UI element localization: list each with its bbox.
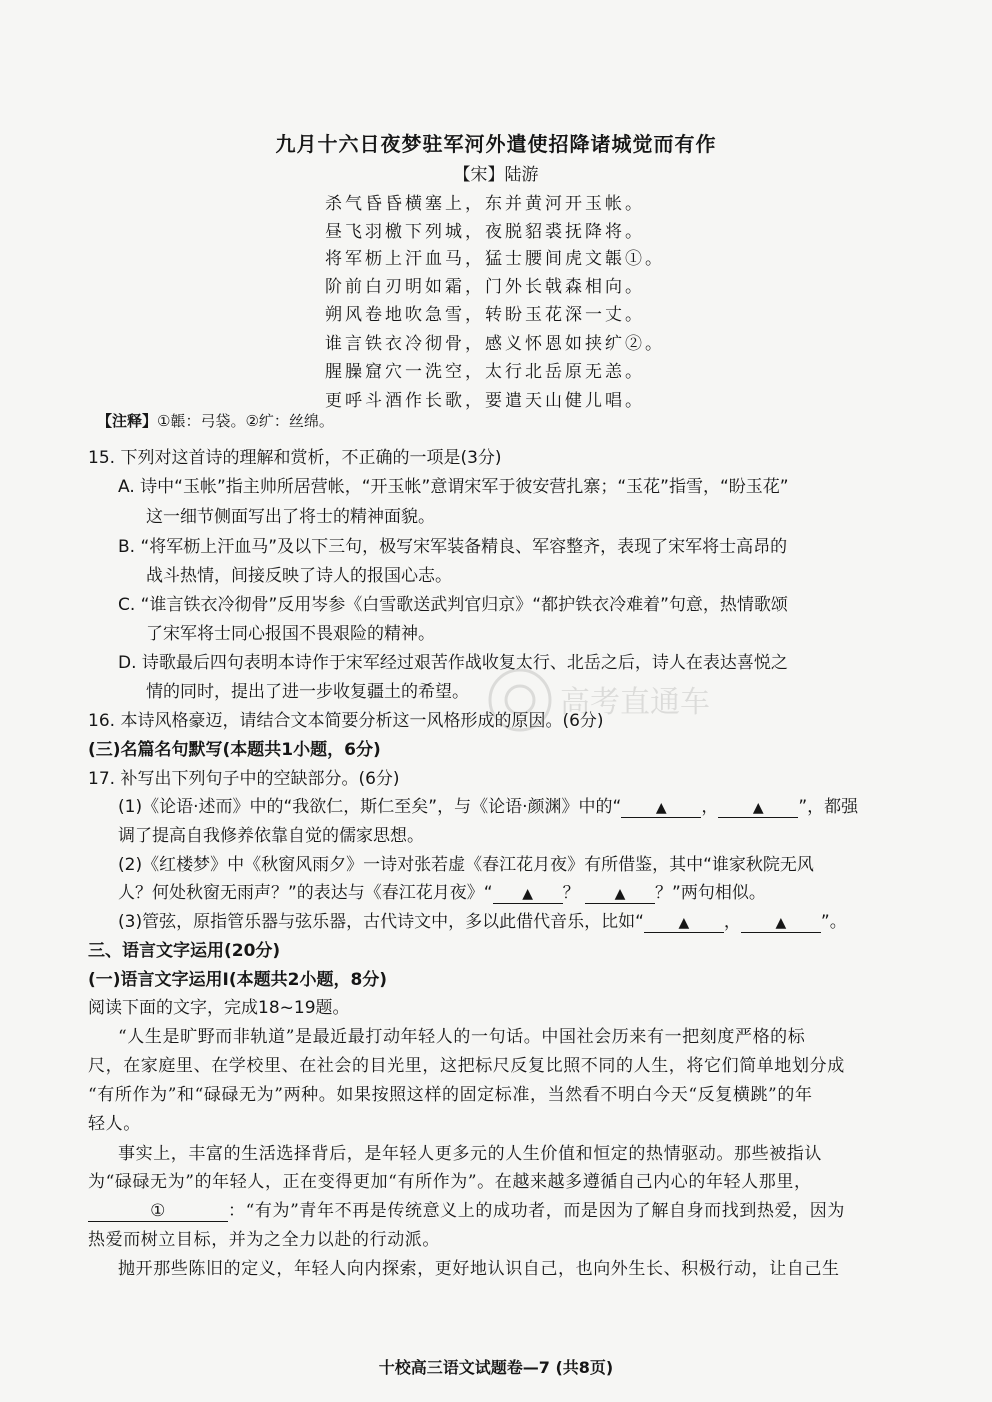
poem-line: 昼飞羽檄下列城，夜脱貂裘抚降将。 — [325, 222, 645, 242]
q15-stem: 15. 下列对这首诗的理解和赏析，不正确的一项是(3分) — [88, 448, 502, 468]
triangle-icon: ▲ — [522, 886, 534, 902]
q17-item-3 — [118, 907, 847, 933]
answer-blank[interactable] — [741, 912, 821, 933]
poem-line: 更呼斗酒作长歌，要遣天山健儿唱。 — [325, 391, 645, 411]
q17-item-2-cont — [118, 878, 766, 904]
q15-option-c: C. “谁言铁衣冷彻骨”反用岑参《白雪歌送武判官归京》“都护铁衣冷难着”句意，热情歌颂 — [118, 595, 788, 615]
comma: ， — [701, 797, 719, 817]
passage-line: “有所作为”和“碌碌无为”两种。如果按照这样的固定标准，当然看不明白今天“反复横跳”的年 — [88, 1085, 813, 1105]
poem-line: 朔风卷地吹急雪，转盼玉花深一丈。 — [325, 305, 645, 325]
q15-option-c-cont: 了宋军将士同心报国不畏艰险的精神。 — [146, 624, 435, 644]
answer-blank-1[interactable]: ① — [88, 1201, 228, 1222]
poem-line: 谁言铁衣冷彻骨，感义怀恩如挟纩②。 — [325, 334, 665, 354]
q17-2-text-c: ？ — [562, 883, 580, 903]
poem-line: 阶前白刃明如霜，门外长戟森相向。 — [325, 277, 645, 297]
q17-2-text-d: ？”两句相似。 — [655, 883, 766, 903]
q17-3-text-b: ”。 — [820, 912, 847, 932]
q17-3-text-a: (3)管弦，原指管乐器与弦乐器，古代诗文中，多以此借代音乐，比如“ — [118, 912, 644, 932]
subsection-heading: (一)语言文字运用Ⅰ(本题共2小题，8分) — [88, 970, 388, 990]
q15-option-d: D. 诗歌最后四句表明本诗作于宋军经过艰苦作战收复太行、北岳之后，诗人在表达喜悦之 — [118, 653, 788, 673]
passage-line: 尺，在家庭里、在学校里、在社会的目光里，这把标尺反复比照不同的人生，将它们简单地划分成 — [88, 1056, 845, 1076]
triangle-icon: ▲ — [678, 915, 690, 931]
reading-instruction: 阅读下面的文字，完成18~19题。 — [88, 998, 350, 1018]
q15-option-b-cont: 战斗热情，间接反映了诗人的报国心志。 — [146, 566, 452, 586]
q15-option-b: B. “将军枥上汗血马”及以下三句，极写宋军装备精良、军容整齐，表现了宋军将士高昂的 — [118, 537, 788, 557]
passage-text: ：“有为”青年不再是传统意义上的成功者，而是因为了解自身而找到热爱，因为 — [228, 1201, 845, 1221]
triangle-icon: ▲ — [752, 800, 764, 816]
triangle-icon: ▲ — [655, 800, 667, 816]
watermark-text: 高考直通车 — [560, 685, 710, 720]
passage-line: 为“碌碌无为”的年轻人，正在变得更加“有所作为”。在越来越多遵循自己内心的年轻人那里， — [88, 1172, 812, 1192]
comma: ， — [723, 912, 741, 932]
part-3-heading: 三、语言文字运用(20分) — [88, 941, 281, 961]
poem-title: 九月十六日夜梦驻军河外遣使招降诸城觉而有作 — [275, 132, 717, 156]
answer-blank[interactable] — [621, 797, 701, 818]
q17-2-text-b: 人？何处秋窗无雨声？”的表达与《春江花月夜》“ — [118, 883, 493, 903]
answer-blank[interactable] — [644, 912, 724, 933]
q17-item-2: (2)《红楼梦》中《秋窗风雨夕》一诗对张若虚《春江花月夜》有所借鉴，其中“谁家秋院无风 — [118, 855, 814, 875]
passage-line — [88, 1196, 845, 1222]
q15-option-d-cont: 情的同时，提出了进一步收复疆土的希望。 — [146, 682, 469, 702]
poem-author: 【宋】陆游 — [453, 165, 539, 185]
poem-line: 腥臊窟穴一洗空，太行北岳原无恙。 — [325, 362, 645, 382]
q15-option-a: A. 诗中“玉帐”指主帅所居营帐，“开玉帐”意谓宋军于彼安营扎寨；“玉花”指雪，“盼玉花” — [118, 477, 789, 497]
note-label: 【注释】 — [97, 412, 158, 430]
answer-blank[interactable] — [585, 883, 655, 904]
triangle-icon: ▲ — [775, 915, 787, 931]
note-text: ①韔：弓袋。②纩：丝绵。 — [157, 412, 334, 430]
poem-line: 杀气昏昏横塞上，东并黄河开玉帐。 — [325, 194, 645, 214]
q17-1-text-b: ”，都强 — [798, 797, 859, 817]
q17-stem: 17. 补写出下列句子中的空缺部分。(6分) — [88, 769, 400, 789]
answer-blank[interactable] — [493, 883, 563, 904]
q15-option-a-cont: 这一细节侧面写出了将士的精神面貌。 — [146, 507, 435, 527]
q17-item-1-cont: 调了提高自我修养依靠自觉的儒家思想。 — [118, 826, 424, 846]
q17-item-1 — [118, 792, 858, 818]
q17-1-text-a: (1)《论语·述而》中的“我欲仁，斯仁至矣”，与《论语·颜渊》中的“ — [118, 797, 622, 817]
passage-line: 抛开那些陈旧的定义，年轻人向内探索，更好地认识自己，也向外生长、积极行动，让自己生 — [118, 1259, 840, 1279]
passage-line: 热爱而树立目标，并为之全力以赴的行动派。 — [88, 1230, 440, 1250]
passage-line: 轻人。 — [88, 1114, 141, 1134]
q16-stem: 16. 本诗风格豪迈，请结合文本简要分析这一风格形成的原因。(6分) — [88, 711, 604, 731]
poem-line: 将军枥上汗血马，猛士腰间虎文韔①。 — [325, 249, 665, 269]
passage-line: 事实上，丰富的生活选择背后，是年轻人更多元的人生价值和恒定的热情驱动。那些被指认 — [118, 1144, 822, 1164]
page-footer: 十校高三语文试题卷—7 (共8页) — [378, 1358, 614, 1377]
section-3-heading: (三)名篇名句默写(本题共1小题，6分) — [88, 740, 381, 760]
passage-line: “人生是旷野而非轨道”是最近最打动年轻人的一句话。中国社会历来有一把刻度严格的标 — [118, 1027, 806, 1047]
poem-notes — [97, 410, 334, 431]
answer-blank[interactable] — [718, 797, 798, 818]
triangle-icon: ▲ — [614, 886, 626, 902]
